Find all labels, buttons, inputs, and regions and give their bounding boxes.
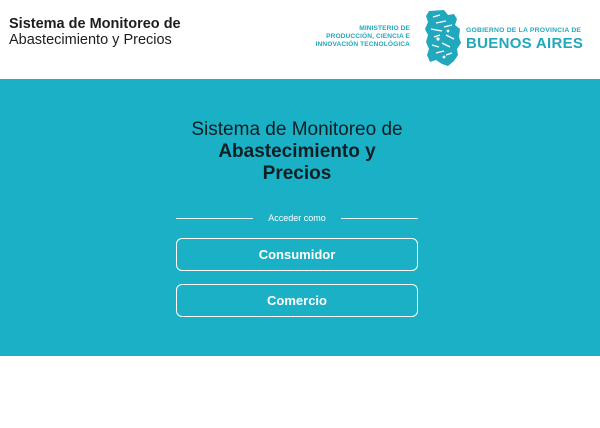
hero-title-line2: Abastecimiento y [218,141,376,162]
top-header [0,0,600,79]
hero-title-line1: Sistema de Monitoreo de [191,119,403,140]
ministry-name [316,25,410,49]
hero-title-line3: Precios [262,163,332,184]
hero-title [0,119,594,185]
commerce-button[interactable]: Comercio [176,284,418,317]
access-divider [176,212,418,226]
ministry-line1: MINISTERIO DE [359,25,410,32]
buenos-aires-province-map-icon [424,9,462,67]
access-label: Acceder como [268,213,326,223]
ministry-line3: INNOVACIÓN TECNOLÓGICA [315,41,410,48]
app-title-line2: Abastecimiento y Precios [9,32,172,48]
consumer-button[interactable]: Consumidor [176,238,418,271]
login-hero-panel [0,79,600,356]
government-line2: BUENOS AIRES [466,35,584,52]
government-line1: GOBIERNO DE LA PROVINCIA DE [466,27,582,34]
ministry-line2: PRODUCCIÓN, CIENCIA E [326,33,410,40]
divider-line-right [341,218,418,219]
app-title-line1: Sistema de Monitoreo de [9,16,181,32]
government-logo-text [466,27,583,52]
app-title [9,16,181,48]
